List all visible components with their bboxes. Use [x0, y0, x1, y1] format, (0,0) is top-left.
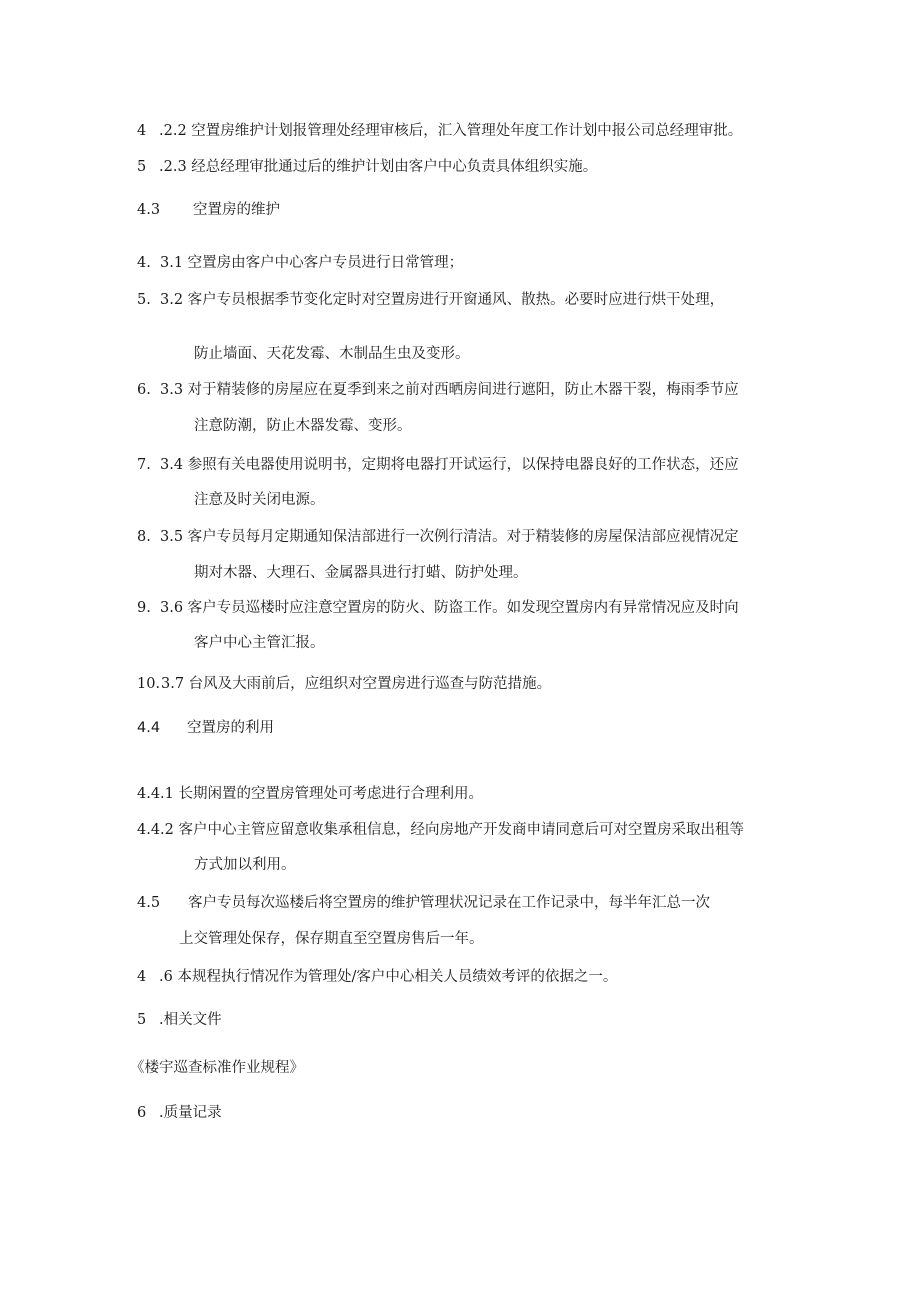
para-4-3-4	[137, 455, 739, 475]
para-text: 4.4.1 长期闲置的空置房管理处可考虑进行合理利用。	[137, 786, 484, 802]
para-4-2-3	[137, 157, 597, 177]
para-4-2-2	[137, 121, 742, 141]
para-text: 3.2 客户专员根据季节变化定时对空置房进行开窗通风、散热。必要时应进行烘干处理，	[160, 292, 725, 308]
section-heading-4-3	[137, 200, 280, 220]
para-4-4-1	[137, 784, 483, 804]
para-text: 3.6 客户专员巡楼时应注意空置房的防火、防盗工作。如发现空置房内有异常情况应及时向	[160, 600, 739, 616]
para-text: 3.1 空置房由客户中心客户专员进行日常管理；	[160, 255, 464, 271]
para-number: 10.	[137, 676, 161, 692]
para-text: 3.4 参照有关电器使用说明书，定期将电器打开试运行，以保持电器良好的工作状态，还应	[160, 457, 739, 473]
para-4-6	[137, 967, 617, 987]
section-title: 空置房的维护	[193, 202, 280, 218]
para-4-5	[137, 893, 710, 913]
para-4-3-4-cont	[194, 490, 325, 510]
para-4-4-2	[137, 820, 744, 840]
para-number: 4	[137, 123, 147, 139]
para-number: 5.	[137, 292, 151, 308]
para-text: 防止墙面、天花发霉、木制品生虫及变形。	[194, 346, 470, 362]
para-number: 5	[137, 159, 147, 175]
para-4-3-2	[137, 290, 724, 310]
para-4-3-5-cont	[194, 563, 528, 583]
section-title: 空置房的利用	[187, 720, 274, 736]
section-number: 6	[137, 1105, 147, 1121]
section-number: 4.3	[137, 202, 161, 218]
para-4-3-7	[137, 674, 551, 694]
para-number: 9.	[137, 600, 151, 616]
para-4-3-1	[137, 253, 463, 273]
para-text: 3.7 台风及大雨前后，应组织对空置房进行巡查与防范措施。	[161, 676, 552, 692]
para-text: 3.5 客户专员每月定期通知保洁部进行一次例行清洁。对于精装修的房屋保洁部应视情况定	[160, 529, 739, 545]
para-text: 《楼宇巡查标准作业规程》	[130, 1060, 304, 1076]
para-4-3-3	[137, 380, 739, 400]
para-text: 注意防潮，防止木器发霉、变形。	[194, 418, 412, 434]
para-number: 7.	[137, 457, 151, 473]
para-text: .6 本规程执行情况作为管理处/客户中心相关人员绩效考评的依据之一。	[159, 969, 618, 985]
para-4-3-5	[137, 527, 739, 547]
para-text: 3.3 对于精装修的房屋应在夏季到来之前对西晒房间进行遮阳，防止木器干裂，梅雨季节应	[160, 382, 739, 398]
para-number: 4.5	[137, 895, 161, 911]
section-title: .相关文件	[159, 1012, 222, 1028]
para-4-3-2-cont	[194, 344, 470, 364]
para-text: 4.4.2 客户中心主管应留意收集承租信息，经向房地产开发商申请同意后可对空置房采取出租等	[137, 822, 744, 838]
para-4-3-6-cont	[194, 633, 325, 653]
para-number: 4	[137, 969, 147, 985]
section-title: .质量记录	[159, 1105, 222, 1121]
para-text: 期对木器、大理石、金属器具进行打蜡、防护处理。	[194, 565, 528, 581]
section-heading-6	[137, 1103, 222, 1123]
section-number: 4.4	[137, 720, 161, 736]
para-4-5-cont	[179, 929, 484, 949]
para-4-4-2-cont	[194, 855, 296, 875]
para-text: 客户中心主管汇报。	[194, 635, 325, 651]
section-heading-4-4	[137, 718, 274, 738]
section-heading-5	[137, 1010, 222, 1030]
para-text: 注意及时关闭电源。	[194, 492, 325, 508]
para-number: 6.	[137, 382, 151, 398]
para-4-3-3-cont	[194, 416, 412, 436]
para-number: 4.	[137, 255, 151, 271]
para-text: .2.2 空置房维护计划报管理处经理审核后，汇入管理处年度工作计划中报公司总经理审批。	[159, 123, 743, 139]
para-text: .2.3 经总经理审批通过后的维护计划由客户中心负责具体组织实施。	[159, 159, 598, 175]
para-number: 8.	[137, 529, 151, 545]
section-number: 5	[137, 1012, 147, 1028]
para-4-3-6	[137, 598, 739, 618]
para-text: 上交管理处保存，保存期直至空置房售后一年。	[179, 931, 484, 947]
para-text: 方式加以利用。	[194, 857, 296, 873]
para-text: 客户专员每次巡楼后将空置房的维护管理状况记录在工作记录中，每半年汇总一次	[188, 895, 710, 911]
related-document-title	[130, 1058, 304, 1078]
